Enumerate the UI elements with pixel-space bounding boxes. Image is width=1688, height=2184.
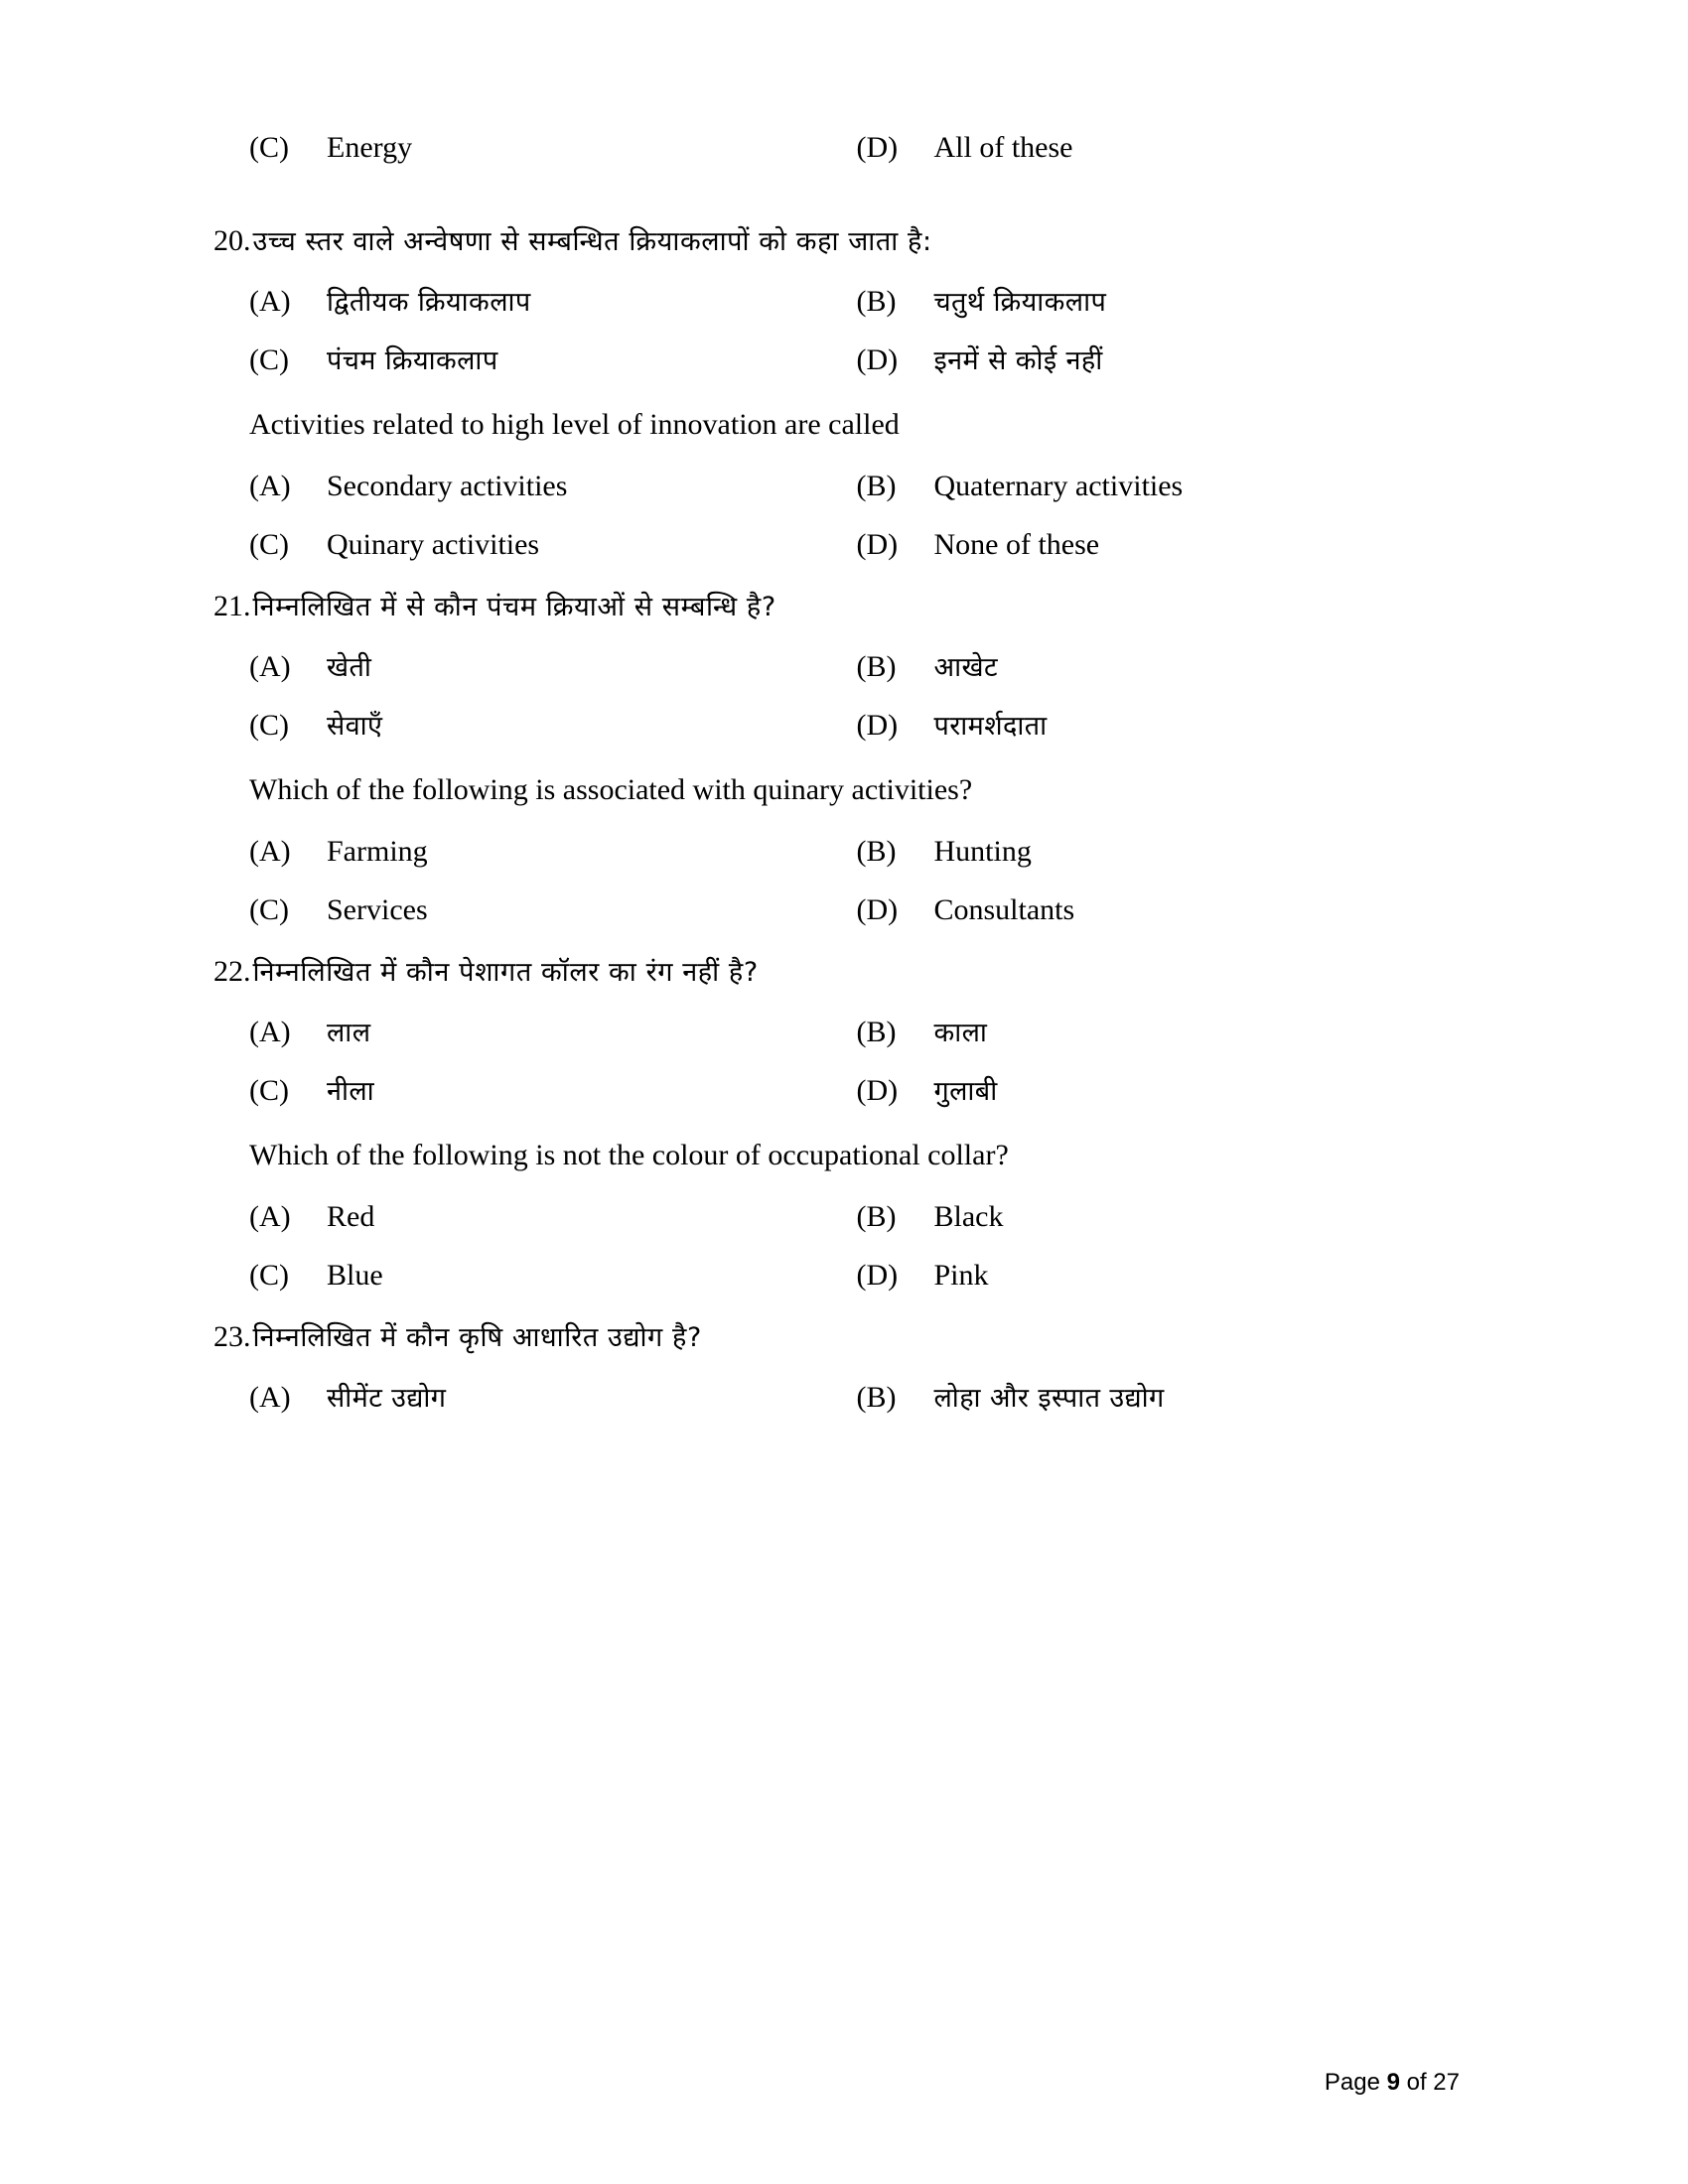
option-label: गुलाबी [933, 1076, 998, 1108]
option-label: नीला [327, 1076, 375, 1108]
option-cell-d [837, 891, 1461, 929]
option-cell-a [213, 1014, 837, 1051]
option-label: Services [327, 893, 428, 927]
question-number: 23. [213, 1319, 251, 1353]
option-key: (D) [856, 893, 899, 927]
option-row [213, 1072, 1460, 1110]
question-text: निम्नलिखित में से कौन पंचम क्रियाओं से सम्बन्धि है? [252, 591, 776, 622]
option-cell-b [837, 283, 1461, 321]
option-row [213, 341, 1460, 379]
option-cell-c [213, 1072, 837, 1110]
question-stem-english-20: Activities related to high level of innovation are called [249, 407, 900, 441]
footer-page-number: 9 [1386, 2069, 1400, 2096]
option-cell-d [837, 1257, 1461, 1295]
option-cell-c [213, 341, 837, 379]
question-stem-hindi-22 [213, 955, 1460, 990]
option-cell-b [837, 1014, 1461, 1051]
option-key: (B) [856, 1015, 897, 1048]
question-stem-hindi-23 [213, 1320, 1460, 1355]
option-cell-d [837, 526, 1461, 564]
option-key: (D) [856, 709, 899, 743]
option-cell-c [213, 1257, 837, 1295]
option-row [213, 1198, 1460, 1236]
option-key: (A) [249, 1380, 291, 1414]
option-row [213, 891, 1460, 929]
option-label: Blue [327, 1259, 383, 1293]
option-label: काला [933, 1017, 988, 1048]
question-text: निम्नलिखित में कौन पेशागत कॉलर का रंग नहीं है? [252, 956, 759, 988]
option-key: (C) [249, 709, 289, 743]
option-cell-b [837, 1379, 1461, 1417]
option-key: (A) [249, 1015, 291, 1048]
option-key: (B) [856, 469, 897, 502]
question-stem-hindi-21 [213, 590, 1460, 624]
option-label: Black [933, 1199, 1004, 1233]
option-cell-a [213, 833, 837, 871]
option-cell-a [213, 1379, 837, 1417]
option-label: लोहा और इस्पात उद्योग [933, 1382, 1165, 1414]
option-cell-b [837, 648, 1461, 686]
option-cell-d [837, 129, 1461, 167]
option-label: सेवाएँ [327, 711, 383, 743]
option-key: (D) [856, 1259, 899, 1293]
question-number: 22. [213, 954, 251, 988]
option-label: आखेट [933, 651, 998, 683]
option-cell-c [213, 526, 837, 564]
option-label: परामर्शदाता [933, 711, 1048, 743]
option-label: Energy [327, 131, 413, 164]
option-key: (D) [856, 528, 899, 562]
option-label: Farming [327, 834, 428, 868]
option-key: (C) [249, 343, 289, 377]
option-cell-c [213, 129, 837, 167]
option-row [213, 707, 1460, 745]
option-key: (B) [856, 834, 897, 868]
option-label: सीमेंट उद्योग [327, 1382, 447, 1414]
option-label: चतुर्थ क्रियाकलाप [933, 286, 1107, 318]
option-row [213, 283, 1460, 321]
option-key: (A) [249, 1199, 291, 1233]
option-key: (D) [856, 131, 899, 164]
option-key: (D) [856, 343, 899, 377]
option-label: Consultants [933, 893, 1075, 927]
option-key: (B) [856, 284, 897, 318]
option-cell-c [213, 707, 837, 745]
option-label: पंचम क्रियाकलाप [327, 345, 498, 377]
question-stem-english-21: Which of the following is associated with quinary activities? [249, 772, 973, 806]
option-cell-d [837, 341, 1461, 379]
question-text: निम्नलिखित में कौन कृषि आधारित उद्योग है? [252, 1321, 702, 1353]
footer-middle: of [1399, 2069, 1434, 2096]
option-label: द्वितीयक क्रियाकलाप [327, 286, 531, 318]
option-key: (C) [249, 893, 289, 927]
option-row [213, 526, 1460, 564]
option-key: (A) [249, 834, 291, 868]
option-label: Quinary activities [327, 528, 540, 562]
option-label: Quaternary activities [933, 469, 1184, 502]
option-cell-a [213, 283, 837, 321]
option-key: (C) [249, 528, 289, 562]
option-cell-a [213, 1198, 837, 1236]
option-row [213, 1257, 1460, 1295]
option-label: Red [327, 1199, 375, 1233]
question-text: उच्च स्तर वाले अन्वेषणा से सम्बन्धित क्रियाकलापों को कहा जाता है: [252, 225, 932, 257]
option-label: Hunting [933, 834, 1032, 868]
option-cell-c [213, 891, 837, 929]
option-cell-b [837, 833, 1461, 871]
option-key: (D) [856, 1074, 899, 1108]
option-key: (C) [249, 1259, 289, 1293]
option-label: लाल [327, 1017, 371, 1048]
option-cell-a [213, 648, 837, 686]
page-footer [1325, 2069, 1460, 2097]
option-key: (C) [249, 131, 289, 164]
question-number: 21. [213, 589, 251, 622]
option-row [213, 1379, 1460, 1417]
option-label: Pink [933, 1259, 989, 1293]
option-cell-d [837, 1072, 1461, 1110]
option-cell-b [837, 1198, 1461, 1236]
question-stem-hindi-20 [213, 224, 1460, 259]
option-cell-d [837, 707, 1461, 745]
footer-prefix: Page [1324, 2069, 1387, 2096]
option-key: (B) [856, 649, 897, 683]
option-row [213, 468, 1460, 505]
question-stem-english-22: Which of the following is not the colour of occupational collar? [249, 1138, 1009, 1171]
option-label: खेती [327, 651, 372, 683]
option-row [213, 833, 1460, 871]
option-row [213, 1014, 1460, 1051]
footer-total-pages: 27 [1433, 2069, 1460, 2096]
option-label: Secondary activities [327, 469, 568, 502]
option-label: None of these [933, 528, 1100, 562]
option-key: (A) [249, 469, 291, 502]
option-row [213, 648, 1460, 686]
option-key: (B) [856, 1380, 897, 1414]
option-cell-b [837, 468, 1461, 505]
option-key: (A) [249, 284, 291, 318]
option-key: (A) [249, 649, 291, 683]
option-cell-a [213, 468, 837, 505]
option-key: (B) [856, 1199, 897, 1233]
option-key: (C) [249, 1074, 289, 1108]
option-row [213, 129, 1460, 167]
option-label: इनमें से कोई नहीं [933, 345, 1103, 377]
question-number: 20. [213, 223, 251, 257]
option-label: All of these [933, 131, 1073, 164]
